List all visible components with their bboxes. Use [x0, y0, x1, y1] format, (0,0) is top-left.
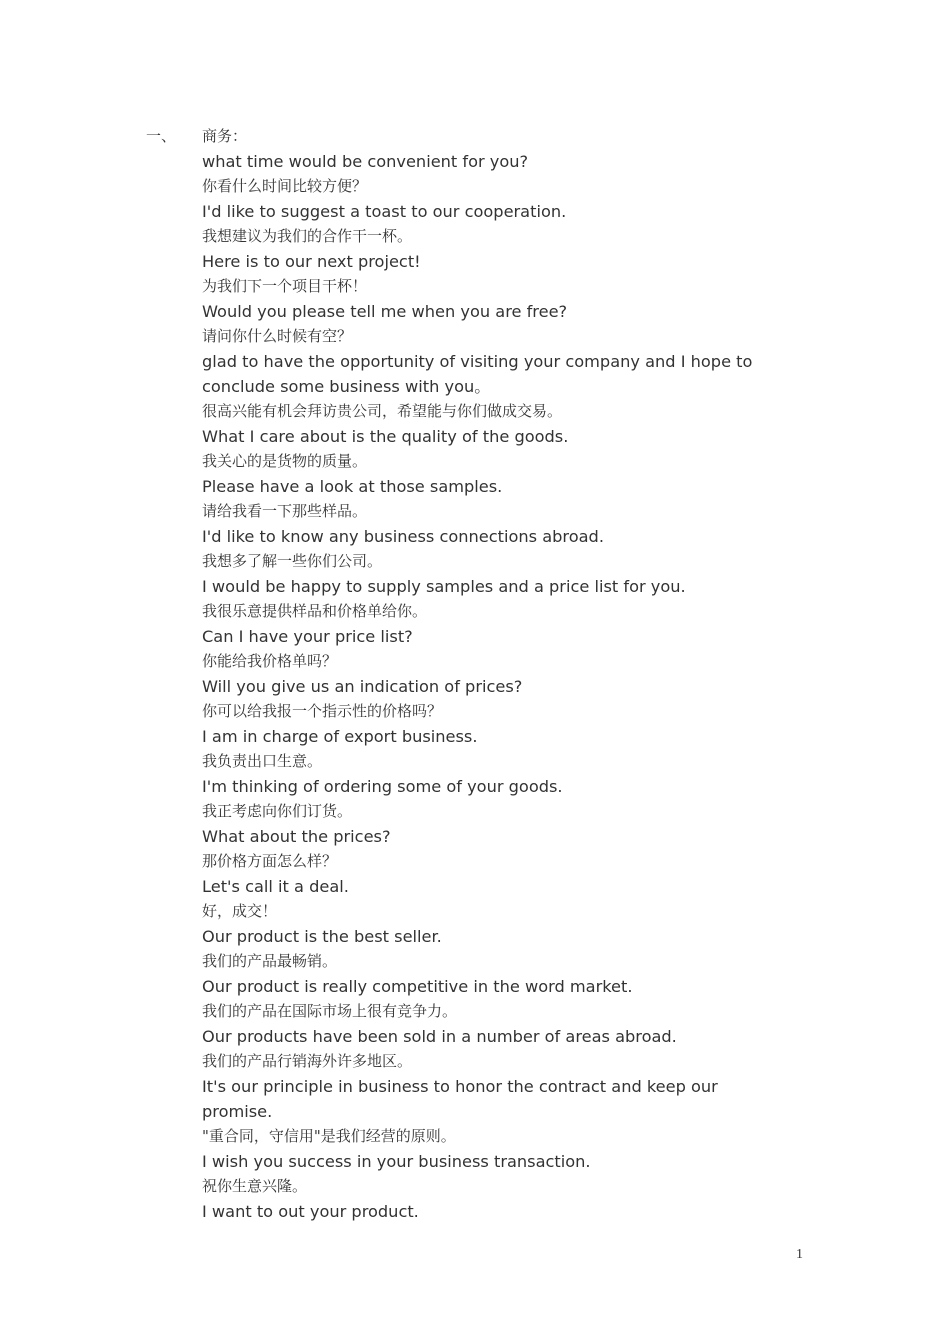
chinese-translation-line: 祝你生意兴隆。 [202, 1177, 308, 1195]
chinese-translation-line: 我们的产品最畅销。 [202, 952, 338, 970]
english-phrase-line: I want to out your product. [202, 1202, 419, 1221]
english-phrase-line: Would you please tell me when you are free? [202, 302, 568, 321]
chinese-translation-line: 我们的产品在国际市场上很有竞争力。 [202, 1002, 458, 1020]
english-phrase-line: I am in charge of export business. [202, 727, 478, 746]
english-phrase-line: Our products have been sold in a number of areas abroad. [202, 1027, 677, 1046]
chinese-translation-line: 请问你什么时候有空？ [202, 327, 353, 345]
section-number: 一、 [146, 127, 177, 145]
english-phrase-line: Can I have your price list? [202, 627, 413, 646]
english-phrase-line: I wish you success in your business transaction. [202, 1152, 591, 1171]
chinese-translation-line: 很高兴能有机会拜访贵公司，希望能与你们做成交易。 [202, 402, 563, 420]
chinese-translation-line: 为我们下一个项目干杯！ [202, 277, 368, 295]
english-phrase-line: I'd like to suggest a toast to our cooperation. [202, 202, 567, 221]
english-phrase-line: glad to have the opportunity of visiting your company and I hope to [202, 352, 753, 371]
chinese-translation-line: 我关心的是货物的质量。 [202, 452, 368, 470]
english-phrase-line: what time would be convenient for you? [202, 152, 529, 171]
english-phrase-line: Our product is the best seller. [202, 927, 442, 946]
chinese-translation-line: 请给我看一下那些样品。 [202, 502, 368, 520]
page-number: 1 [796, 1247, 803, 1262]
english-phrase-line: Our product is really competitive in the word market. [202, 977, 633, 996]
english-phrase-line: Here is to our next project! [202, 252, 421, 271]
english-phrase-line: Please have a look at those samples. [202, 477, 503, 496]
english-phrase-line: conclude some business with you。 [202, 377, 491, 396]
english-phrase-line: What I care about is the quality of the goods. [202, 427, 569, 446]
chinese-translation-line: 你能给我价格单吗？ [202, 652, 338, 670]
chinese-translation-line: 我想多了解一些你们公司。 [202, 552, 383, 570]
english-phrase-line: Let's call it a deal. [202, 877, 349, 896]
english-phrase-line: It's our principle in business to honor the contract and keep our [202, 1077, 718, 1096]
chinese-translation-line: 我们的产品行销海外许多地区。 [202, 1052, 413, 1070]
english-phrase-line: I would be happy to supply samples and a price list for you. [202, 577, 686, 596]
section-title: 商务： [202, 127, 248, 145]
chinese-translation-line: 你可以给我报一个指示性的价格吗？ [202, 702, 443, 720]
english-phrase-line: Will you give us an indication of prices? [202, 677, 523, 696]
chinese-translation-line: 我负责出口生意。 [202, 752, 323, 770]
chinese-translation-line: 你看什么时间比较方便？ [202, 177, 368, 195]
english-phrase-line: I'd like to know any business connections abroad. [202, 527, 604, 546]
chinese-translation-line: 我想建议为我们的合作干一杯。 [202, 227, 413, 245]
chinese-translation-line: "重合同，守信用"是我们经营的原则。 [202, 1127, 456, 1145]
english-phrase-line: promise. [202, 1102, 273, 1121]
english-phrase-line: What about the prices? [202, 827, 391, 846]
chinese-translation-line: 好，成交！ [202, 902, 278, 920]
phrase-list [202, 149, 792, 1224]
chinese-translation-line: 我正考虑向你们订货。 [202, 802, 353, 820]
chinese-translation-line: 我很乐意提供样品和价格单给你。 [202, 602, 428, 620]
chinese-translation-line: 那价格方面怎么样？ [202, 852, 338, 870]
english-phrase-line: I'm thinking of ordering some of your goods. [202, 777, 563, 796]
